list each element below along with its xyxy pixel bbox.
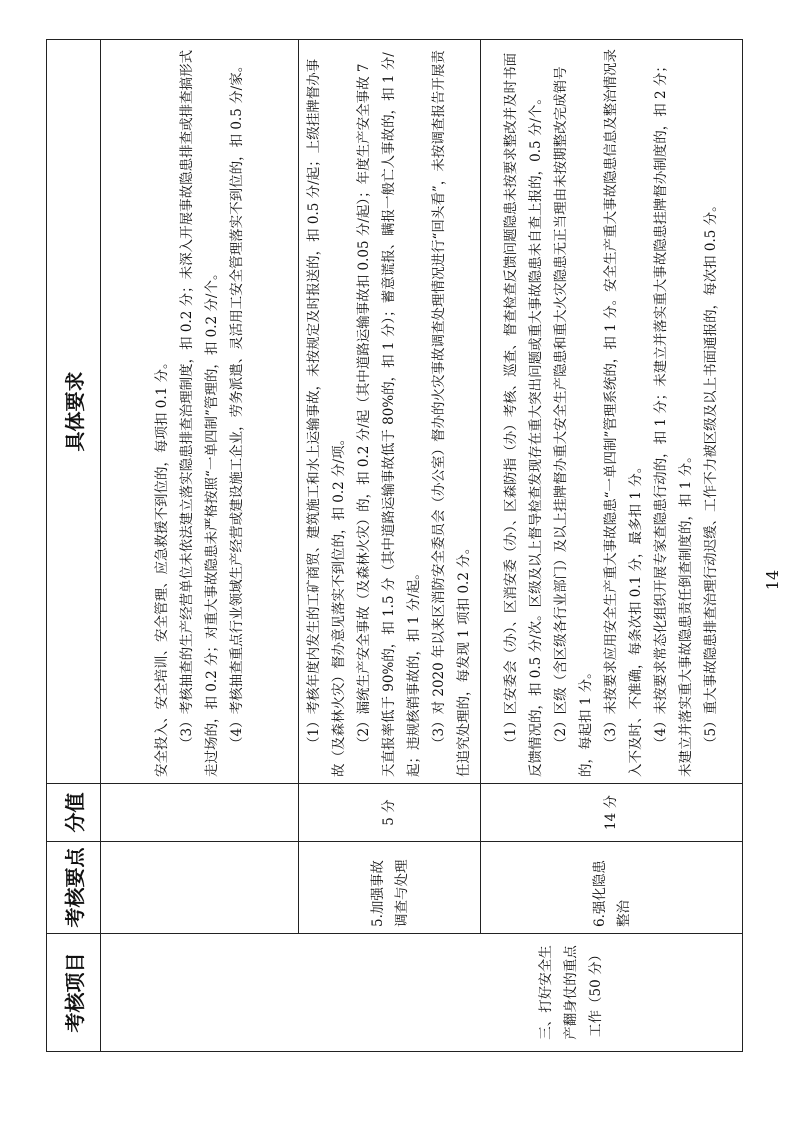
- table-header-row: [47, 40, 101, 1052]
- requirement-paragraph: （3）考核抽查的生产经营单位未依法建立落实隐患排查治理制度，扣 0.2 分；未深入开展事故隐患排查或排查搞形式走过场的，扣 0.2 分；对重大事故隐患未严格按照“一单四制”管理的，扣 0.2 分/个。: [178, 49, 220, 777]
- score-accident: 5 分: [299, 784, 481, 842]
- header-requirement: 具体要求: [47, 40, 101, 784]
- score-hazard: 14 分: [481, 784, 743, 842]
- point-hazard: 6.强化隐患整治: [481, 842, 743, 934]
- requirement-paragraph: （2）漏统生产安全事故（及森林火灾）的，扣 0.2 分/起（其中道路运输事故扣 0.05 分/起）；年度生产安全事故 7 天直报率低于 90%的，扣 1.5 分（其中道路运输事故低于 80%的，扣 1 分）；蓄意谎报、瞒报一般亡人事故的，扣 1 分/起；违规核销事故的，扣 1 分/起。: [356, 52, 422, 777]
- requirement-paragraph: （4）未按要求常态化组织开展专家查隐患行动的，扣 1 分；未建立并落实重大事故隐患挂牌督办制度的，扣 2 分；未建立并落实重大事故隐患责任倒查制度的，扣 1 分。: [653, 59, 694, 777]
- table-row-hazard: [481, 40, 743, 1052]
- table-row-accident: [299, 40, 481, 1052]
- score-cell-empty: [101, 784, 299, 842]
- item-cell: [101, 934, 743, 1052]
- requirement-paragraph: （3）对 2020 年以来区消防安全委员会（办公室）督办的火灾事故调查处理情况进行“回头看”，未按调查报告开展责任追究处理的，每发现 1 项扣 0.2 分。: [431, 50, 472, 777]
- requirement-paragraph: 安全投入、安全培训、安全管理、应急救援不到位的，每项扣 0.1 分。: [153, 355, 170, 777]
- assessment-table: [46, 39, 743, 1052]
- requirement-cell-accident: [299, 40, 481, 784]
- table-row-continuation: [101, 40, 299, 1052]
- point-accident: 5.加强事故调查与处理: [299, 842, 481, 934]
- requirement-paragraph: （2）区级（含区级各行业部门）及以上挂牌督办重大安全生产隐患和重大火灾隐患无正当理由未按期整改完成销号的，每起扣 1 分。: [553, 66, 594, 777]
- requirement-paragraph: （3）未按要求应用安全生产重大事故隐患“一单四制”管理系统的，扣 1 分。安全生产重大事故隐患信息及整治情况录入不及时、不准确，每条次扣 0.1 分，最多扣 1 分。: [603, 48, 644, 777]
- requirement-paragraph: （1）区安委会（办）、区消安委（办）、区森防指（办）考核、巡查、督查检查反馈问题隐患未按要求整改并及时书面反馈情况的，扣 0.5 分/次。区级及以上督导检查发现存在重大突出问题或重大事故隐患未自查上报的，0.5 分/个。: [503, 52, 544, 777]
- header-score: 分值: [47, 784, 101, 842]
- page-number: 14: [763, 569, 782, 591]
- rotated-page: [46, 40, 746, 1052]
- requirement-paragraph: （5）重大事故隐患排查治理行动迟缓、工作不力被区级及以上书面通报的，每次扣 0.5 分。: [703, 198, 719, 750]
- requirement-cell-hazard: [481, 40, 743, 784]
- header-item: 考核项目: [47, 934, 101, 1052]
- item-text: 三、打好安全生产翻身仗的重点工作（50 分）: [538, 945, 604, 1040]
- requirement-cell-continuation: [101, 40, 299, 784]
- requirement-paragraph: （4）考核抽查重点行业领域生产经营或建设施工企业，劳务派遣、灵活用工安全管理落实不到位的，扣 0.5 分/家。: [228, 58, 245, 750]
- requirement-paragraph: （1）考核年度内发生的工矿商贸、建筑施工和水上运输事故，未按规定及时报送的，扣 0.5 分/起；上级挂牌督办事故（及森林火灾）督办意见落实不到位的，扣 0.2 分/项。: [306, 58, 347, 777]
- header-point: 考核要点: [47, 842, 101, 934]
- point-cell-empty: [101, 842, 299, 934]
